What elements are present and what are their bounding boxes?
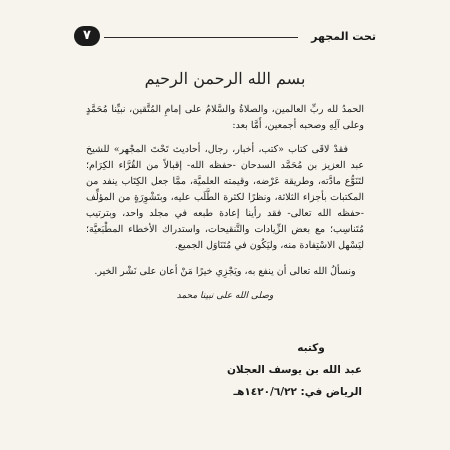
signature-label: وكتبه [297, 342, 325, 354]
body-text [86, 102, 364, 314]
main-paragraph: فقدْ لاقَى كتاب «كتب، أخبار، رجال، أحاديث تَحْتَ المجْهر» للشيخ عبد العزيز بن مُحَمَّد السدحان -حفظه الله- إقبالاً من القُرَّاء الكِرَام؛ لتَنَوُّع مادَّته، وطريقة عَرْضه، وقيمته العلميَّة، ممَّا جعل الكِتَاب ينفد من المكتبات بأجزاء الثلاثة، ونظرًا لكثرة الطَّلَب عليه، وبتَشْوِرَةٍ من المؤلِّف -حفظه الله تعالى- فقد رأينا إعادة طبعه في مجلد واحد، وبترتيب مُتَناسِب؛ مع بعض الزِّيادات والتَّنقيحات، واستدراك الأخطاء المطْبَعيَّة؛ ليَسْهل الاسْتِفادة منه، وليَكُون في مُتَنَاوَل الجميع. [86, 144, 364, 251]
page-number-badge: ٧ [74, 26, 100, 46]
running-header [74, 28, 376, 52]
author-name: عبد الله بن يوسف العجلان [226, 364, 362, 376]
signature-block [226, 337, 362, 403]
basmala-heading: بسم الله الرحمن الرحيم [144, 69, 306, 88]
prayer-line: وصلى الله على نبينا محمد [176, 291, 274, 301]
header-title: تحت المجهر [311, 30, 376, 43]
closing-line: ونسألُ الله تعالى أن ينفع به، ويَجْزِي خيرًا مَنْ أعان على نَشْر الخير. [94, 266, 356, 277]
place-date: الرياض في: ١٤٢٠/٦/٢٢هـ [233, 386, 362, 398]
opening-paragraph: الحمدُ لله ربِّ العالمين، والصلاةُ والسَّلامُ على إمامِ المُتَّقين، نبيِّنا مُحَمَّدٍ وعلى آلِهِ وصحبه أجمعين، أَمَّا بعد: [86, 104, 364, 131]
header-rule [104, 37, 298, 38]
